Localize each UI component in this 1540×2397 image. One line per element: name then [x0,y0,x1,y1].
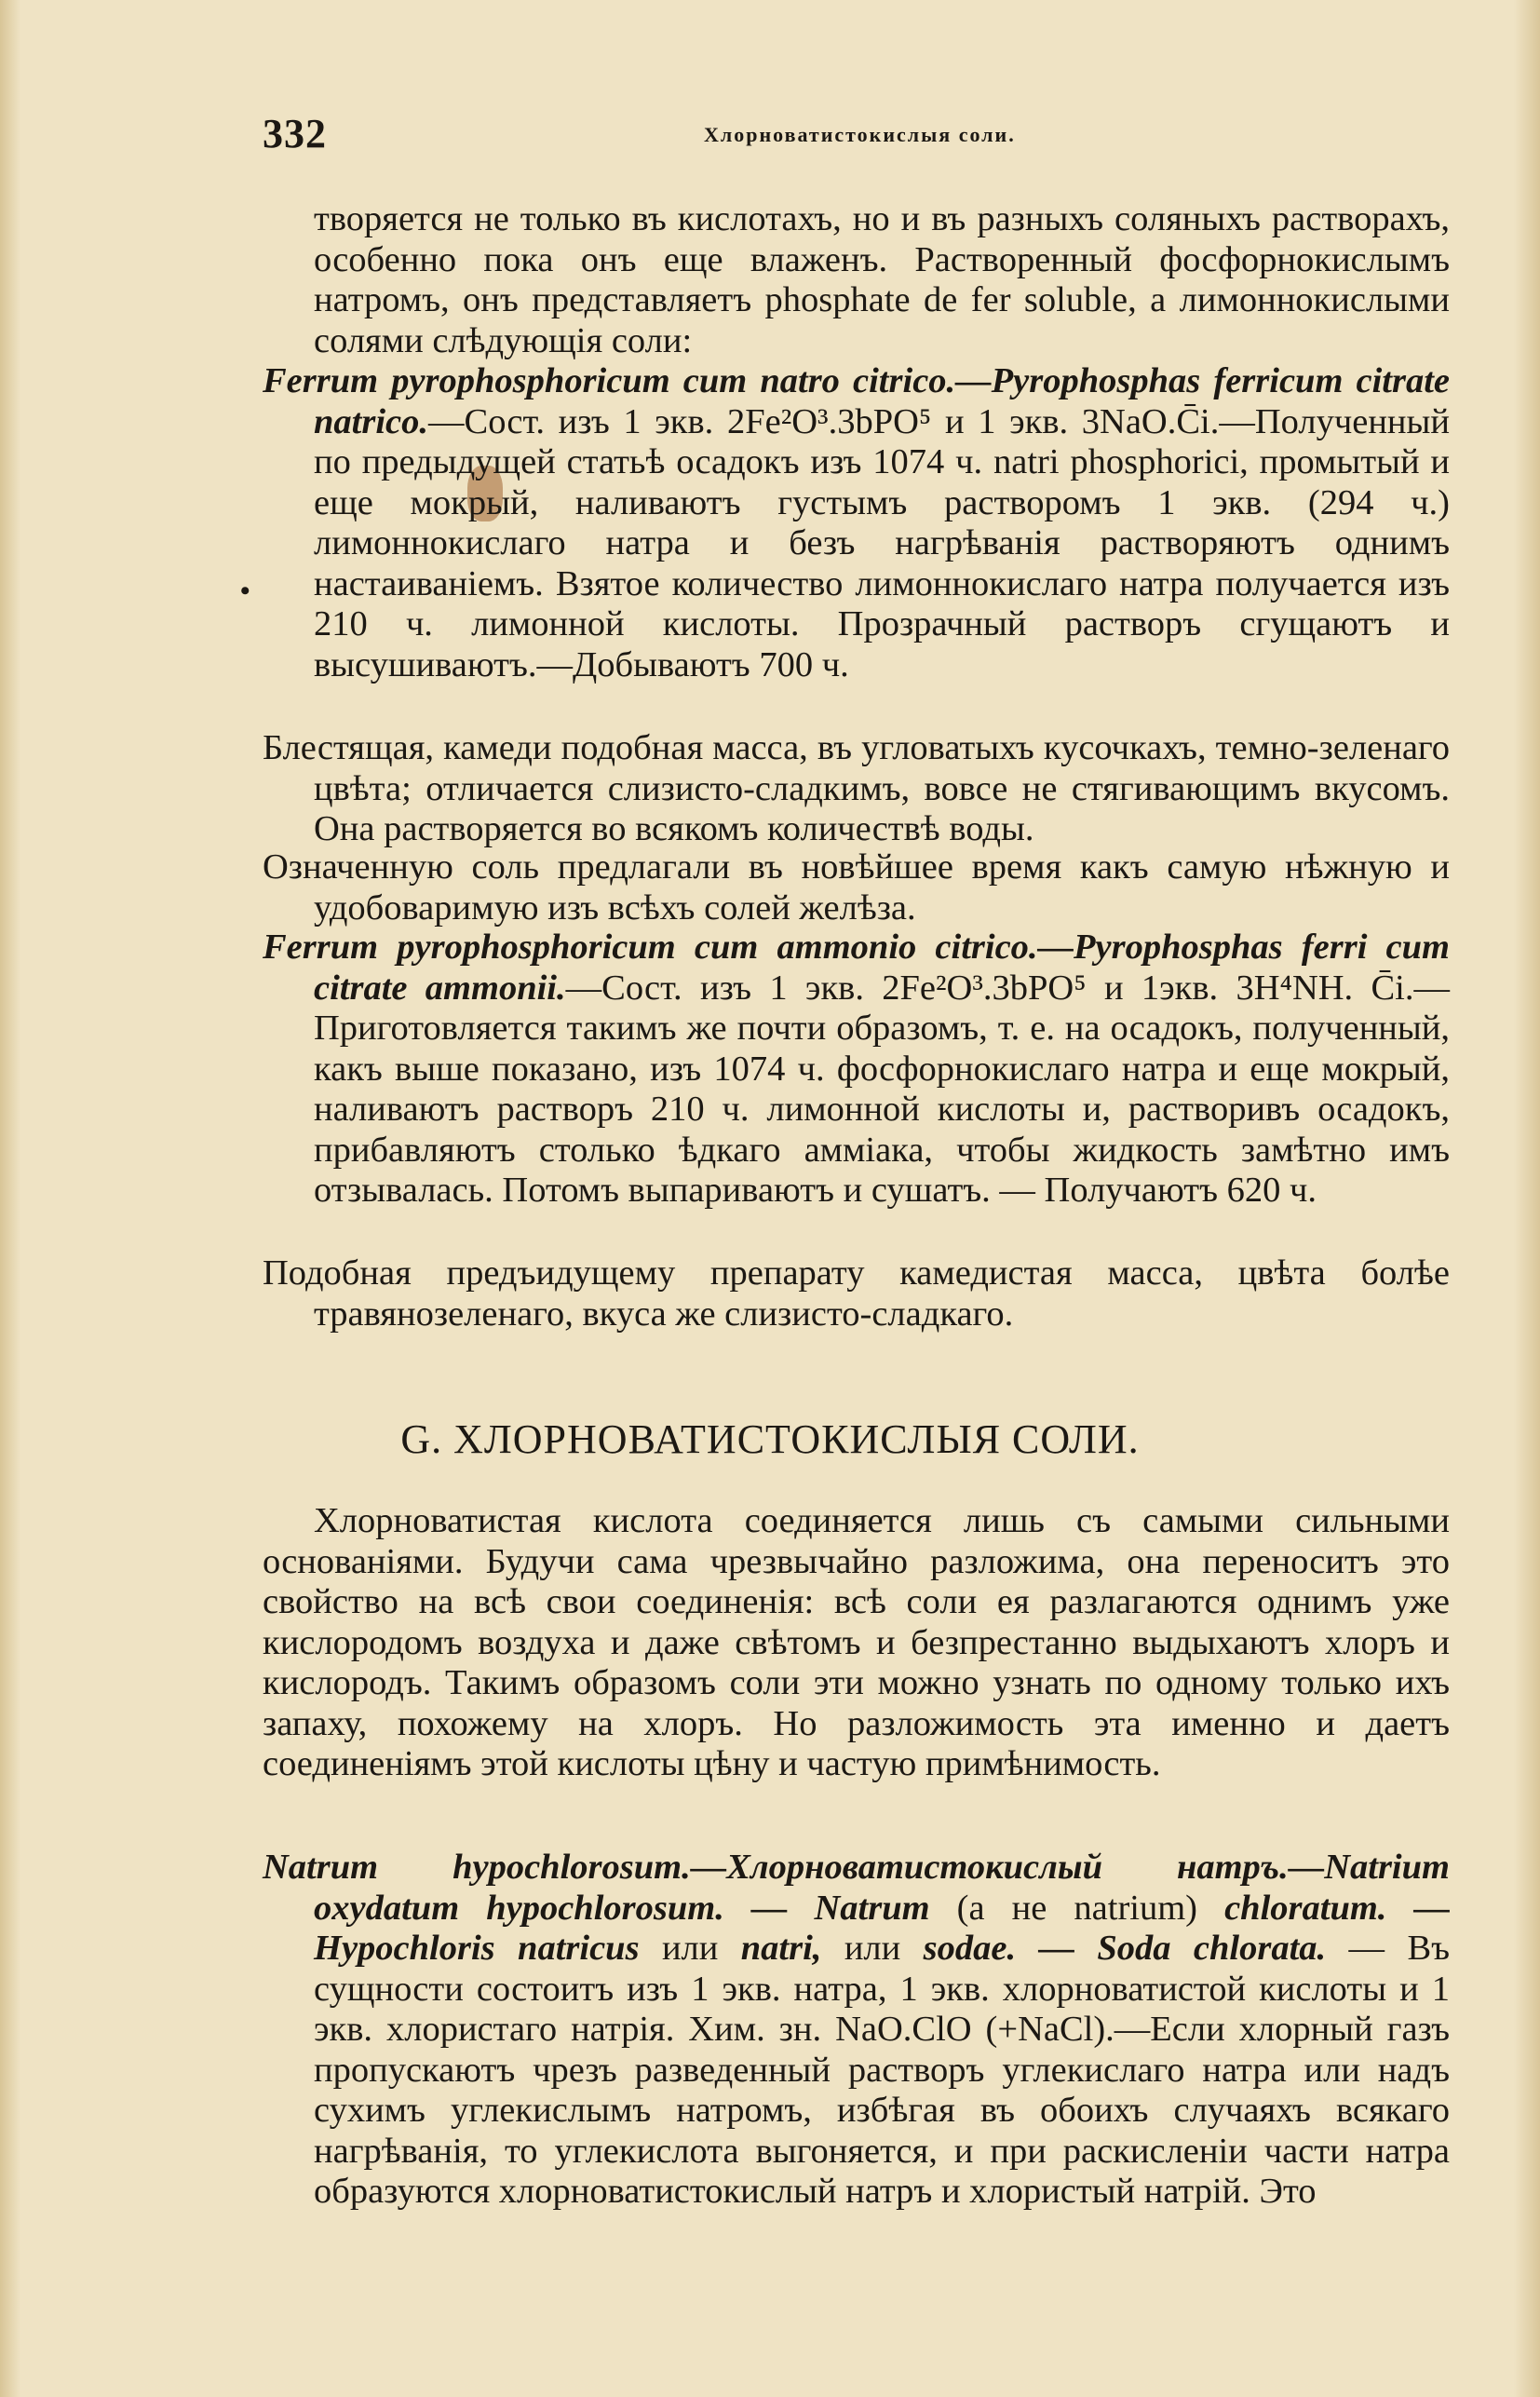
entry-latin-name: Ferrum pyrophosphoricum cum ammonio citrico.—Pyrophosphas ferri cum citrate ammonii. [263,928,1450,1008]
section-intro-paragraph: Хлорноватистая кислота соединяется лишь съ самыми сильными основаніями. Будучи сама чрезвычайно разложима, она переноситъ это свойство на всѣ свои соединенія: всѣ соли ея разлагаются однимъ уже кислородомъ воздуха и даже свѣтомъ и безпрестанно выдыхаютъ хлоръ и кислородъ. Такимъ образомъ соли эти можно узнать по одному только ихъ запаху, похожему на хлоръ. Но разложимость эта именно и даетъ соединеніямъ этой кислоты цѣну и частую примѣнимость. [263,1501,1450,1783]
entry-body: —Сост. изъ 1 экв. 2Fe²O³.3bPO⁵ и 1 экв. 3NaO.C̄i.—Полученный по предыдущей статьѣ осадокъ изъ 1074 ч. natri phosphorici, промытый и еще мокрый, наливаютъ густымъ растворомъ 1 экв. (294 ч.) лимоннокислаго натра и безъ нагрѣванія растворяютъ однимъ настаиваніемъ. Взятое количество лимоннокислаго натра получается изъ 210 ч. лимонной кислоты. Прозрачный растворъ сгущаютъ и высушиваютъ.—Добываютъ 700 ч. [314,401,1450,684]
entry-paragraph [263,361,1450,685]
similar-paragraph: Подобная предъидущему препарату камедистая масса, цвѣта болѣе травянозеленаго, вкуса же слизисто-сладкаго. [263,1253,1450,1334]
entry-body: — Въ сущности состоитъ изъ 1 экв. натра, 1 экв. хлорноватистой кислоты и 1 экв. хлористаго натрія. Хим. зн. NaO.ClO (+NaCl).—Если хлорный газъ пропускаютъ чрезъ разведенный растворъ углекислаго натра или надъ сухимъ углекислымъ натромъ, избѣгая въ обоихъ случаяхъ всякаго нагрѣванія, то углекислота выгоняется, и при раскисленіи части натра образуются хлорноватистокислый натръ и хлористый натрій. Это [314,1929,1451,2211]
section-heading: G. ХЛОРНОВАТИСТОКИСЛЫЯ СОЛИ. [400,1416,1140,1462]
entry-ferrum-natro-citrico [263,361,1450,685]
entry-text-fragment: (а не natrium) [929,1888,1225,1928]
page-edge-right [1514,0,1540,2397]
entry-latin-fragment: chloratum. — Hypochloris natricus [314,1888,1451,1968]
section-intro-block [263,1501,1450,1785]
description-block [263,728,1450,850]
entry-latin-name: Ferrum pyrophosphoricum cum natro citrico.—Pyrophosphas ferricum citrate natrico. [263,361,1450,441]
page-edge-left [0,0,20,2397]
entry-body: —Сост. изъ 1 экв. 2Fe²O³.3bPO⁵ и 1экв. 3H⁴NH. C̄i.—Приготовляется такимъ же почти образомъ, т. е. на осадокъ, полученный, какъ выше показано, изъ 1074 ч. фосфорнокислаго натра и еще мокрый, наливаютъ растворъ 210 ч. лимонной кислоты и, растворивъ осадокъ, прибавляютъ столько ѣдкаго амміака, чтобы жидкость замѣтно имъ отзывалась. Потомъ выпариваютъ и сушатъ. — Получаютъ 620 ч. [314,968,1450,1210]
entry-latin-name: Natrum hypochlorosum.—Хлорноватистокислый натръ.—Natrium oxydatum hypochlorosum. — Natrum [263,1848,1450,1928]
margin-mark: • [240,576,250,606]
entry-ferrum-ammonio-citrico [263,928,1450,1212]
running-title: Хлорноватистокислыя соли. [704,123,1016,146]
description-paragraph: Блестящая, камеди подобная масса, въ угловатыхъ кусочкахъ, темно-зеленаго цвѣта; отличается слизисто-сладкимъ, вовсе не стягивающимъ вкусомъ. Она растворяется во всякомъ количествѣ воды. [263,728,1450,848]
top-paragraph-block [263,199,1450,361]
note-block [263,847,1450,928]
entry-natrum-hypochlorosum [263,1848,1450,2213]
entry-paragraph [263,928,1450,1212]
entry-text-fragment: или [639,1929,741,1968]
entry-latin-fragment: natri, [740,1929,822,1968]
entry-latin-fragment: sodae. — Soda chlorata. [923,1929,1327,1968]
page-number: 332 [263,111,327,156]
entry-text-fragment: или [821,1929,924,1968]
paragraph-continuation: творяется не только въ кислотахъ, но и въ разныхъ соляныхъ растворахъ, особенно пока онъ еще влаженъ. Растворенный фосфорнокислымъ натромъ, онъ представляетъ phosphate de fer soluble, а лимоннокислыми солями слѣдующія соли: [314,199,1450,360]
entry-paragraph [263,1848,1450,2213]
similar-block [263,1253,1450,1334]
note-paragraph: Означенную соль предлагали въ новѣйшее время какъ самую нѣжную и удобоваримую изъ всѣхъ солей желѣза. [263,847,1450,928]
